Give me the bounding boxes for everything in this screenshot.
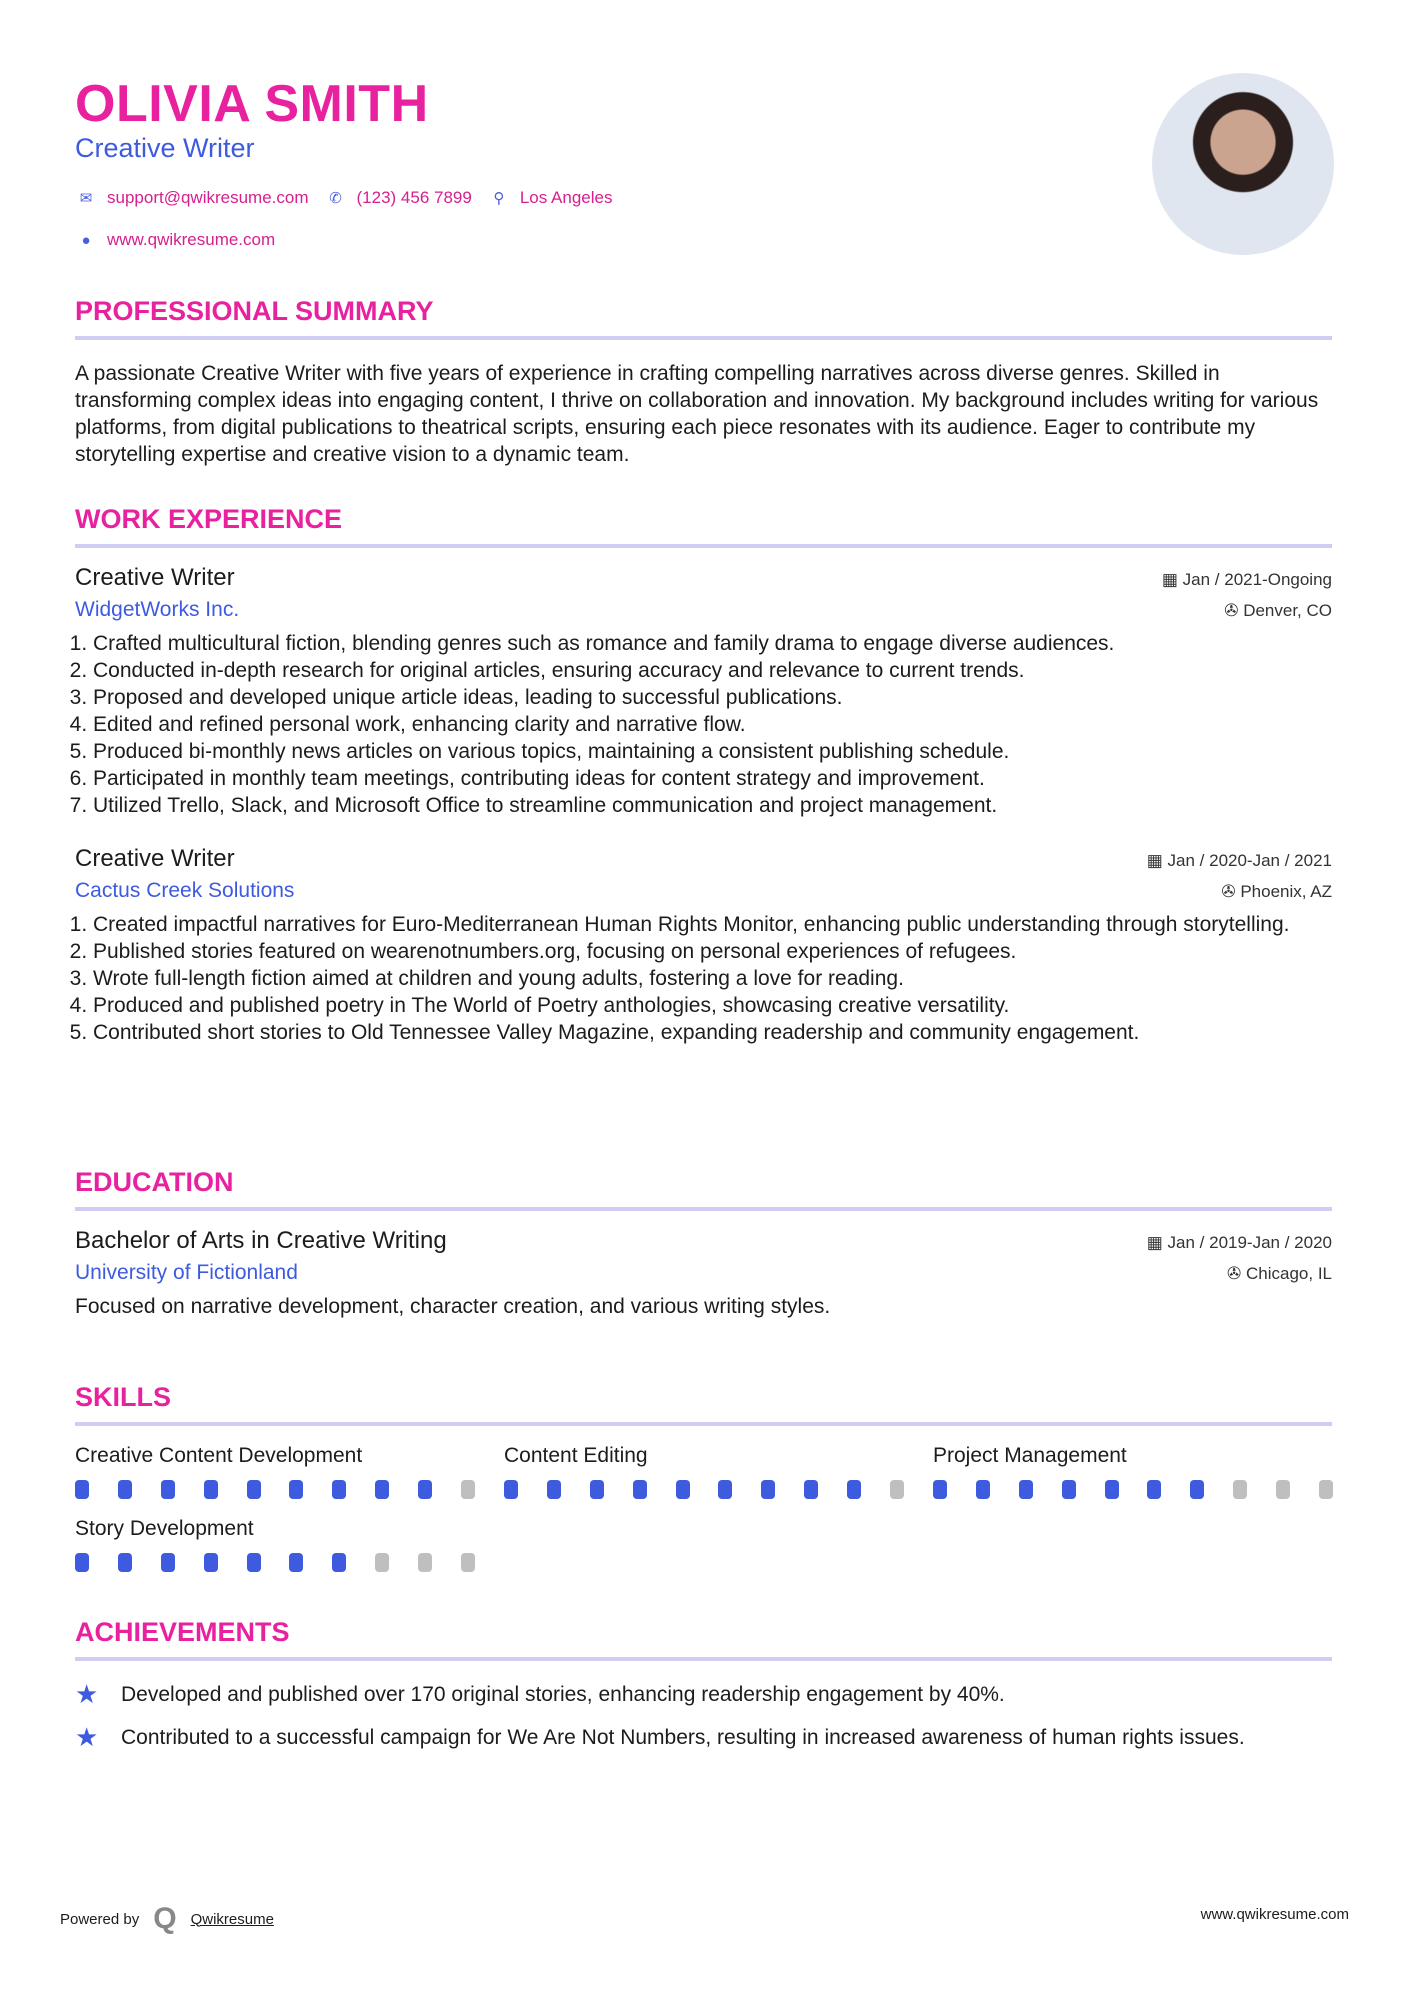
education-description: Focused on narrative development, character creation, and various writing styles. (75, 1295, 831, 1318)
pin-icon: ✇ (1224, 601, 1244, 620)
rating-dot (547, 1480, 561, 1499)
footer-left (60, 1902, 274, 1936)
education-section (75, 1167, 1332, 1320)
education-location: Chicago, IL (1246, 1264, 1332, 1283)
achievement-item (75, 1724, 1332, 1751)
divider (75, 544, 1332, 548)
achievement-item (75, 1681, 1332, 1708)
rating-dot (1233, 1480, 1247, 1499)
job-entry (75, 845, 1332, 1046)
rating-dot (418, 1480, 432, 1499)
rating-dot (1276, 1480, 1290, 1499)
email-link[interactable]: support@qwikresume.com (107, 188, 309, 207)
job-dates: Jan / 2020-Jan / 2021 (1167, 851, 1332, 870)
achievement-text: Developed and published over 170 original stories, enhancing readership engagement by 40%. (121, 1683, 1005, 1706)
rating-dot (375, 1553, 389, 1572)
rating-dot (976, 1480, 990, 1499)
contact-row (75, 188, 612, 208)
job-title: Creative Writer (75, 845, 235, 872)
footer-url[interactable]: www.qwikresume.com (1200, 1906, 1349, 1923)
rating-dot (75, 1553, 89, 1572)
globe-icon: ● (81, 231, 91, 249)
job-bullet: 5. Produced bi-monthly news articles on various topics, maintaining a consistent publishing schedule. (93, 738, 1332, 765)
education-dates: Jan / 2019-Jan / 2020 (1167, 1233, 1332, 1252)
divider (75, 1422, 1332, 1426)
rating-dot (418, 1553, 432, 1572)
skill-rating (504, 1480, 933, 1499)
rating-dot (161, 1553, 175, 1572)
rating-dot (1147, 1480, 1161, 1499)
achievements-section (75, 1617, 1332, 1767)
job-bullet: 3. Proposed and developed unique article ideas, leading to successful publications. (93, 684, 1332, 711)
rating-dot (118, 1553, 132, 1572)
job-location: Phoenix, AZ (1240, 882, 1332, 901)
job-entry (75, 564, 1332, 819)
rating-dot (204, 1480, 218, 1499)
summary-text: A passionate Creative Writer with five years of experience in crafting compelling narratives across diverse genres. Skilled in transforming complex ideas into engaging content, I thrive on collaboration and innovation. My background includes writing for various platforms, from digital publications to theatrical scripts, ensuring each piece resonates with its audience. Eager to contribute my storytelling expertise and creative vision to a dynamic team. (75, 362, 1319, 466)
skill-item (75, 1517, 504, 1572)
section-heading: WORK EXPERIENCE (75, 504, 343, 534)
rating-dot (247, 1553, 261, 1572)
company-name: WidgetWorks Inc. (75, 598, 240, 621)
rating-dot (718, 1480, 732, 1499)
rating-dot (247, 1480, 261, 1499)
rating-dot (289, 1480, 303, 1499)
skill-item (75, 1444, 504, 1499)
section-heading: ACHIEVEMENTS (75, 1617, 290, 1647)
school-name: University of Fictionland (75, 1261, 298, 1284)
job-dates: Jan / 2021-Ongoing (1182, 570, 1332, 589)
rating-dot (761, 1480, 775, 1499)
rating-dot (375, 1480, 389, 1499)
achievement-text: Contributed to a successful campaign for We Are Not Numbers, resulting in increased awareness of human rights issues. (121, 1726, 1245, 1749)
rating-dot (1105, 1480, 1119, 1499)
company-name: Cactus Creek Solutions (75, 879, 295, 902)
job-location: Denver, CO (1243, 601, 1332, 620)
skill-item (504, 1444, 933, 1499)
job-bullet: 3. Wrote full-length fiction aimed at children and young adults, fostering a love for reading. (93, 965, 1332, 992)
map-pin-icon: ⚲ (493, 190, 505, 207)
rating-dot (633, 1480, 647, 1499)
divider (75, 336, 1332, 340)
rating-dot (204, 1553, 218, 1572)
rating-dot (75, 1480, 89, 1499)
profile-photo (1152, 73, 1334, 255)
job-bullet: 1. Crafted multicultural fiction, blending genres such as romance and family drama to engage diverse audiences. (93, 630, 1332, 657)
skill-item (933, 1444, 1362, 1499)
pin-icon: ✇ (1227, 1264, 1246, 1283)
rating-dot (118, 1480, 132, 1499)
skill-name: Story Development (75, 1517, 254, 1540)
calendar-icon: ▦ (1146, 851, 1168, 870)
rating-dot (332, 1480, 346, 1499)
location-text: Los Angeles (519, 188, 613, 207)
phone-text: (123) 456 7899 (356, 188, 472, 207)
job-bullet: 5. Contributed short stories to Old Tennessee Valley Magazine, expanding readership and community engagement. (93, 1019, 1332, 1046)
rating-dot (590, 1480, 604, 1499)
rating-dot (847, 1480, 861, 1499)
skill-name: Project Management (933, 1444, 1127, 1467)
job-bullet: 1. Created impactful narratives for Euro-Mediterranean Human Rights Monitor, enhancing public understanding through storytelling. (93, 911, 1332, 938)
star-icon: ★ (75, 1679, 99, 1709)
rating-dot (161, 1480, 175, 1499)
powered-by: Powered by (60, 1910, 140, 1928)
skill-name: Content Editing (504, 1444, 648, 1467)
qwikresume-logo-icon: Q (153, 1902, 177, 1935)
section-heading: SKILLS (75, 1382, 172, 1412)
rating-dot (504, 1480, 518, 1499)
job-bullet: 7. Utilized Trello, Slack, and Microsoft Office to streamline communication and project management. (93, 792, 1332, 819)
rating-dot (933, 1480, 947, 1499)
job-bullet: 4. Produced and published poetry in The World of Poetry anthologies, showcasing creative versatility. (93, 992, 1332, 1019)
pin-icon: ✇ (1221, 882, 1241, 901)
rating-dot (332, 1553, 346, 1572)
job-bullet: 2. Conducted in-depth research for original articles, ensuring accuracy and relevance to current trends. (93, 657, 1332, 684)
degree: Bachelor of Arts in Creative Writing (75, 1227, 447, 1254)
rating-dot (461, 1480, 475, 1499)
calendar-icon: ▦ (1161, 570, 1183, 589)
divider (75, 1207, 1332, 1211)
website-row (75, 230, 275, 250)
skill-rating (75, 1553, 504, 1572)
work-section (75, 504, 1332, 1046)
job-title: Creative Writer (75, 564, 235, 591)
job-bullet: 2. Published stories featured on wearenotnumbers.org, focusing on personal experiences of refugees. (93, 938, 1332, 965)
job-bullet: 4. Edited and refined personal work, enhancing clarity and narrative flow. (93, 711, 1332, 738)
skill-rating (933, 1480, 1362, 1499)
rating-dot (1319, 1480, 1333, 1499)
rating-dot (1190, 1480, 1204, 1499)
rating-dot (804, 1480, 818, 1499)
brand-link[interactable]: Qwikresume (190, 1910, 274, 1928)
star-icon: ★ (75, 1722, 99, 1752)
section-heading: PROFESSIONAL SUMMARY (75, 296, 434, 326)
rating-dot (1019, 1480, 1033, 1499)
rating-dot (676, 1480, 690, 1499)
rating-dot (461, 1553, 475, 1572)
candidate-title: Creative Writer (75, 133, 255, 163)
envelope-icon: ✉ (79, 190, 93, 207)
skills-section (75, 1382, 1332, 1582)
calendar-icon: ▦ (1146, 1233, 1168, 1252)
skill-name: Creative Content Development (75, 1444, 363, 1467)
rating-dot (1062, 1480, 1076, 1499)
website-link[interactable]: www.qwikresume.com (107, 230, 276, 249)
candidate-name: OLIVIA SMITH (75, 75, 429, 133)
divider (75, 1657, 1332, 1661)
skill-rating (75, 1480, 504, 1499)
phone-icon: ✆ (329, 190, 342, 207)
rating-dot (289, 1553, 303, 1572)
section-heading: EDUCATION (75, 1167, 234, 1197)
job-bullet: 6. Participated in monthly team meetings, contributing ideas for content strategy and improvement. (93, 765, 1332, 792)
rating-dot (890, 1480, 904, 1499)
summary-section (75, 296, 1332, 468)
